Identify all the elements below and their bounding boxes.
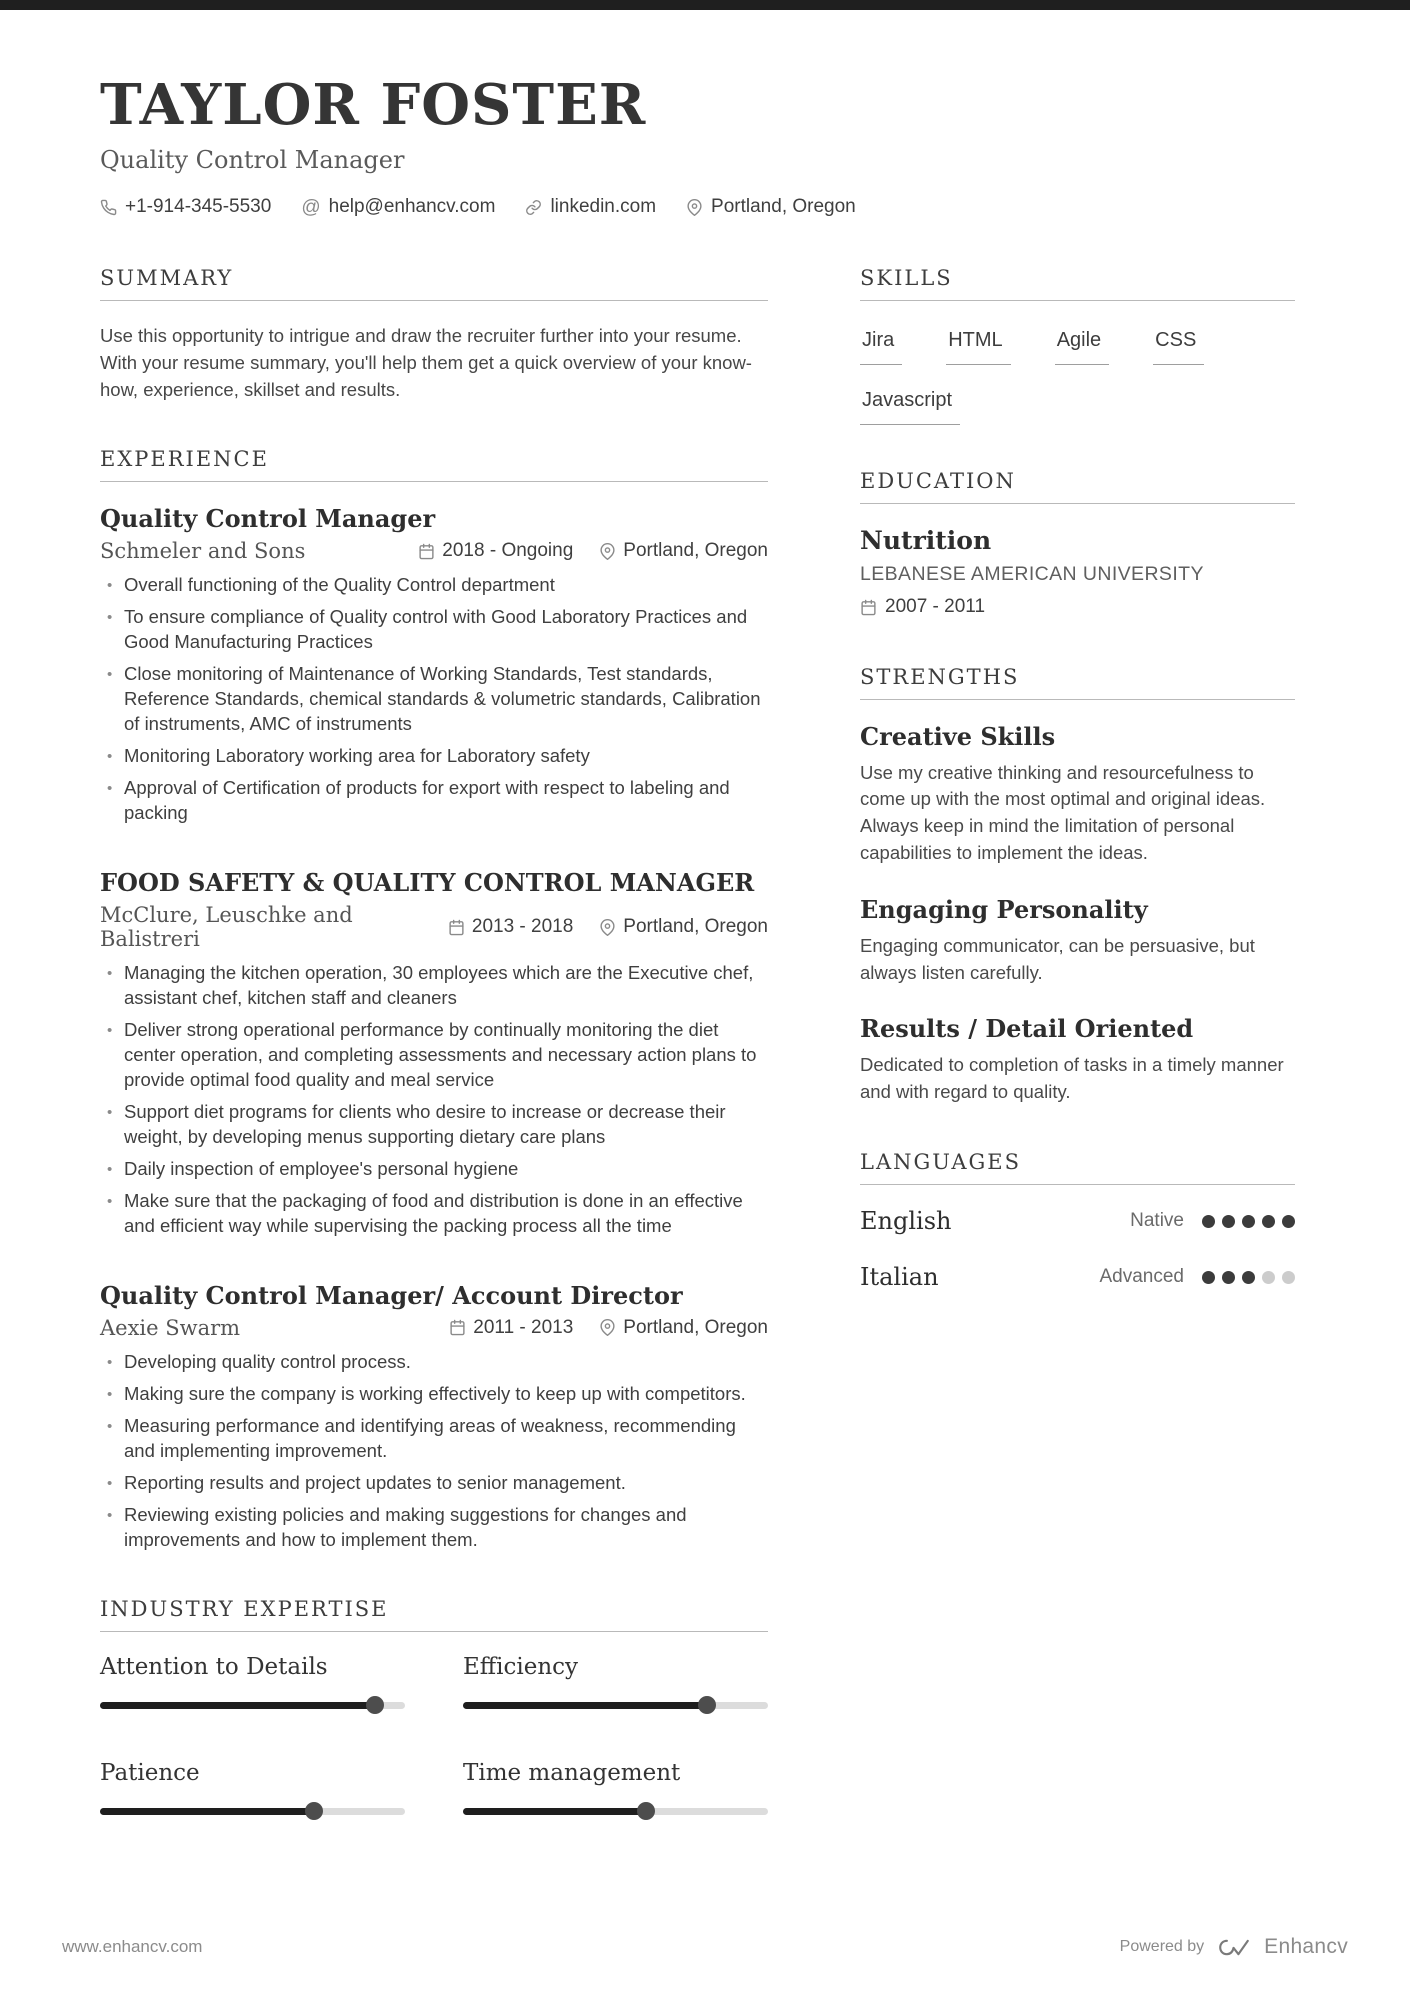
language-level-dot <box>1242 1271 1255 1284</box>
strength-text: Dedicated to completion of tasks in a timely manner and with regard to quality. <box>860 1054 1284 1103</box>
school-name: LEBANESE AMERICAN UNIVERSITY <box>860 563 1204 585</box>
job-bullet: • Monitoring Laboratory working area for Laboratory safety <box>100 744 768 769</box>
contact-row <box>100 196 1295 218</box>
slider-fill <box>463 1808 646 1815</box>
language-dot-rating <box>1202 1271 1295 1284</box>
job-bullet: • Support diet programs for clients who desire to increase or decrease their weight, by developing menus supporting dietary care plans <box>100 1100 768 1150</box>
expertise-meter <box>100 1760 405 1820</box>
slider-knob <box>637 1802 655 1820</box>
job-location <box>599 916 768 938</box>
job-bullet-list <box>100 961 768 1239</box>
job-bullet: • Reviewing existing policies and making suggestions for changes and improvements and how to implement them. <box>100 1503 768 1553</box>
strength-text: Use my creative thinking and resourcefulness to come up with the most optimal and original ideas. Always keep in mind the limitation of personal capabilities to implement the ideas. <box>860 761 1266 863</box>
job-meta <box>100 1316 768 1340</box>
expertise-label: Attention to Details <box>100 1653 328 1680</box>
job-location-text: Portland, Oregon <box>623 916 768 938</box>
job-entry <box>100 868 768 1239</box>
expertise-slider <box>100 1802 405 1820</box>
location-icon <box>599 543 616 560</box>
company-name: McClure, Leuschke and Balistreri <box>100 903 353 952</box>
language-name: English <box>860 1207 952 1235</box>
top-accent-bar <box>0 0 1410 10</box>
linkedin-contact[interactable] <box>525 196 656 218</box>
job-dates-text: 2011 - 2013 <box>473 1316 574 1338</box>
job-dates-text: 2013 - 2018 <box>471 916 574 938</box>
education-heading: EDUCATION <box>860 469 1295 504</box>
job-bullet: • Reporting results and project updates to senior management. <box>100 1471 768 1496</box>
strengths-section <box>860 665 1295 1107</box>
language-name: Italian <box>860 1263 939 1291</box>
language-level-dot <box>1222 1271 1235 1284</box>
phone-number: +1-914-345-5530 <box>125 196 272 217</box>
industry-expertise-heading: INDUSTRY EXPERTISE <box>100 1597 768 1632</box>
calendar-icon <box>418 543 435 560</box>
calendar-icon <box>448 919 465 936</box>
email-address[interactable]: help@enhancv.com <box>328 196 496 217</box>
strength-item <box>860 722 1295 867</box>
expertise-label: Time management <box>463 1759 681 1786</box>
job-bullet: • Developing quality control process. <box>100 1350 768 1375</box>
expertise-meter <box>100 1654 405 1714</box>
language-row <box>860 1263 1295 1291</box>
strength-title: Results / Detail Oriented <box>860 1014 1194 1044</box>
header <box>100 72 1295 218</box>
linkedin-url[interactable]: linkedin.com <box>550 196 657 217</box>
strengths-heading: STRENGTHS <box>860 665 1295 700</box>
experience-heading: EXPERIENCE <box>100 447 768 482</box>
degree-name: Nutrition <box>860 526 992 555</box>
expertise-label: Efficiency <box>463 1653 579 1680</box>
powered-by[interactable] <box>1120 1935 1348 1959</box>
strength-item <box>860 1014 1295 1106</box>
expertise-slider <box>100 1696 405 1714</box>
language-level: Native <box>1130 1210 1184 1231</box>
job-location-text: Portland, Oregon <box>623 540 768 562</box>
industry-expertise-section <box>100 1597 768 1820</box>
expertise-label: Patience <box>100 1759 200 1786</box>
enhancv-site-link[interactable]: www.enhancv.com <box>62 1937 203 1956</box>
person-job-title: Quality Control Manager <box>100 146 405 174</box>
person-name: TAYLOR FOSTER <box>100 72 647 138</box>
job-bullet: • Approval of Certification of products for export with respect to labeling and packing <box>100 776 768 826</box>
language-level-dot <box>1202 1271 1215 1284</box>
job-bullet-list <box>100 1350 768 1553</box>
language-level-dot <box>1282 1271 1295 1284</box>
expertise-meter <box>463 1760 768 1820</box>
job-bullet: • Make sure that the packaging of food and distribution is done in an effective and efficient way while supervising the packing process all the time <box>100 1189 768 1239</box>
summary-heading: SUMMARY <box>100 266 768 301</box>
summary-text: Use this opportunity to intrigue and draw the recruiter further into your resume. With your resume summary, you'll help them get a quick overview of your know-how, experience, skillset and results. <box>100 325 752 400</box>
job-location <box>599 1317 768 1339</box>
job-dates <box>418 540 573 562</box>
company-name: Aexie Swarm <box>100 1315 241 1340</box>
job-dates-text: 2018 - Ongoing <box>442 540 574 562</box>
slider-fill <box>100 1808 314 1815</box>
language-level-dot <box>1282 1215 1295 1228</box>
slider-knob <box>305 1802 323 1820</box>
slider-fill <box>100 1702 375 1709</box>
education-dates-text: 2007 - 2011 <box>885 596 986 617</box>
slider-knob <box>366 1696 384 1714</box>
location-icon <box>599 919 616 936</box>
job-title: Quality Control Manager <box>100 504 436 534</box>
strength-item <box>860 895 1295 987</box>
job-bullet: • To ensure compliance of Quality control with Good Laboratory Practices and Good Manufacturing Practices <box>100 605 768 655</box>
skill-tag: CSS <box>1153 329 1204 365</box>
languages-heading: LANGUAGES <box>860 1150 1295 1185</box>
job-meta <box>100 539 768 563</box>
job-bullet: • Measuring performance and identifying areas of weakness, recommending and implementing improvement. <box>100 1414 768 1464</box>
strength-title: Engaging Personality <box>860 894 1148 924</box>
language-level-dot <box>1262 1215 1275 1228</box>
location-text: Portland, Oregon <box>711 196 856 217</box>
job-title: Quality Control Manager/ Account Director <box>100 1280 683 1310</box>
job-title: FOOD SAFETY & QUALITY CONTROL MANAGER <box>100 868 755 898</box>
company-name: Schmeler and Sons <box>100 539 306 564</box>
language-level-dot <box>1242 1215 1255 1228</box>
expertise-meter <box>463 1654 768 1714</box>
email-contact[interactable] <box>301 196 495 218</box>
job-entry <box>100 1281 768 1553</box>
link-icon <box>525 199 542 216</box>
language-dot-rating <box>1202 1215 1295 1228</box>
language-level-dot <box>1202 1215 1215 1228</box>
skills-list <box>860 323 1295 425</box>
job-location <box>599 540 768 562</box>
skills-section <box>860 266 1295 425</box>
strength-text: Engaging communicator, can be persuasive, but always listen carefully. <box>860 934 1255 983</box>
education-section <box>860 469 1295 621</box>
job-location-text: Portland, Oregon <box>623 1316 768 1338</box>
job-bullet: • Close monitoring of Maintenance of Working Standards, Test standards, Reference Standards, chemical standards & volumetric standards, Calibration of instruments, AMC of instruments <box>100 662 768 737</box>
enhancv-brand-name: Enhancv <box>1264 1935 1348 1958</box>
job-entry <box>100 504 768 826</box>
phone-icon <box>100 199 117 216</box>
slider-knob <box>698 1696 716 1714</box>
language-level: Advanced <box>1099 1266 1184 1287</box>
experience-section <box>100 447 768 1552</box>
job-bullet: • Managing the kitchen operation, 30 employees which are the Executive chef, assistant chef, kitchen staff and cleaners <box>100 961 768 1011</box>
job-dates <box>448 916 573 938</box>
powered-by-label: Powered by <box>1119 1938 1205 1955</box>
page-footer <box>62 1935 1348 1959</box>
location-icon <box>686 199 703 216</box>
skills-heading: SKILLS <box>860 266 1295 301</box>
expertise-meter-grid <box>100 1654 768 1820</box>
languages-section <box>860 1150 1295 1291</box>
expertise-slider <box>463 1696 768 1714</box>
calendar-icon <box>860 599 877 616</box>
skill-tag: Javascript <box>860 389 960 425</box>
email-icon: @ <box>301 196 321 218</box>
skill-tag: HTML <box>946 329 1010 365</box>
strength-title: Creative Skills <box>860 721 1056 751</box>
skill-tag: Jira <box>860 329 902 365</box>
skill-tag: Agile <box>1055 329 1109 365</box>
resume-page <box>0 10 1410 1864</box>
language-level-dot <box>1222 1215 1235 1228</box>
job-bullet: • Overall functioning of the Quality Control department <box>100 573 768 598</box>
education-dates <box>860 596 985 618</box>
slider-fill <box>463 1702 707 1709</box>
location-contact <box>686 196 856 218</box>
job-bullet: • Deliver strong operational performance by continually monitoring the diet center operation, and completing assessments and necessary action plans to provide optimal food quality and meal service <box>100 1018 768 1093</box>
left-column <box>100 266 768 1864</box>
phone-contact <box>100 196 271 218</box>
location-icon <box>599 1319 616 1336</box>
calendar-icon <box>449 1319 466 1336</box>
language-row <box>860 1207 1295 1235</box>
expertise-slider <box>463 1802 768 1820</box>
language-level-dot <box>1262 1271 1275 1284</box>
enhancv-logo-icon <box>1218 1938 1250 1957</box>
job-meta <box>100 903 768 951</box>
right-column <box>860 266 1295 1864</box>
job-bullet-list <box>100 573 768 826</box>
job-dates <box>449 1317 573 1339</box>
two-column-layout <box>100 266 1295 1864</box>
summary-section <box>100 266 768 403</box>
job-bullet: • Making sure the company is working effectively to keep up with competitors. <box>100 1382 768 1407</box>
job-bullet: • Daily inspection of employee's personal hygiene <box>100 1157 768 1182</box>
